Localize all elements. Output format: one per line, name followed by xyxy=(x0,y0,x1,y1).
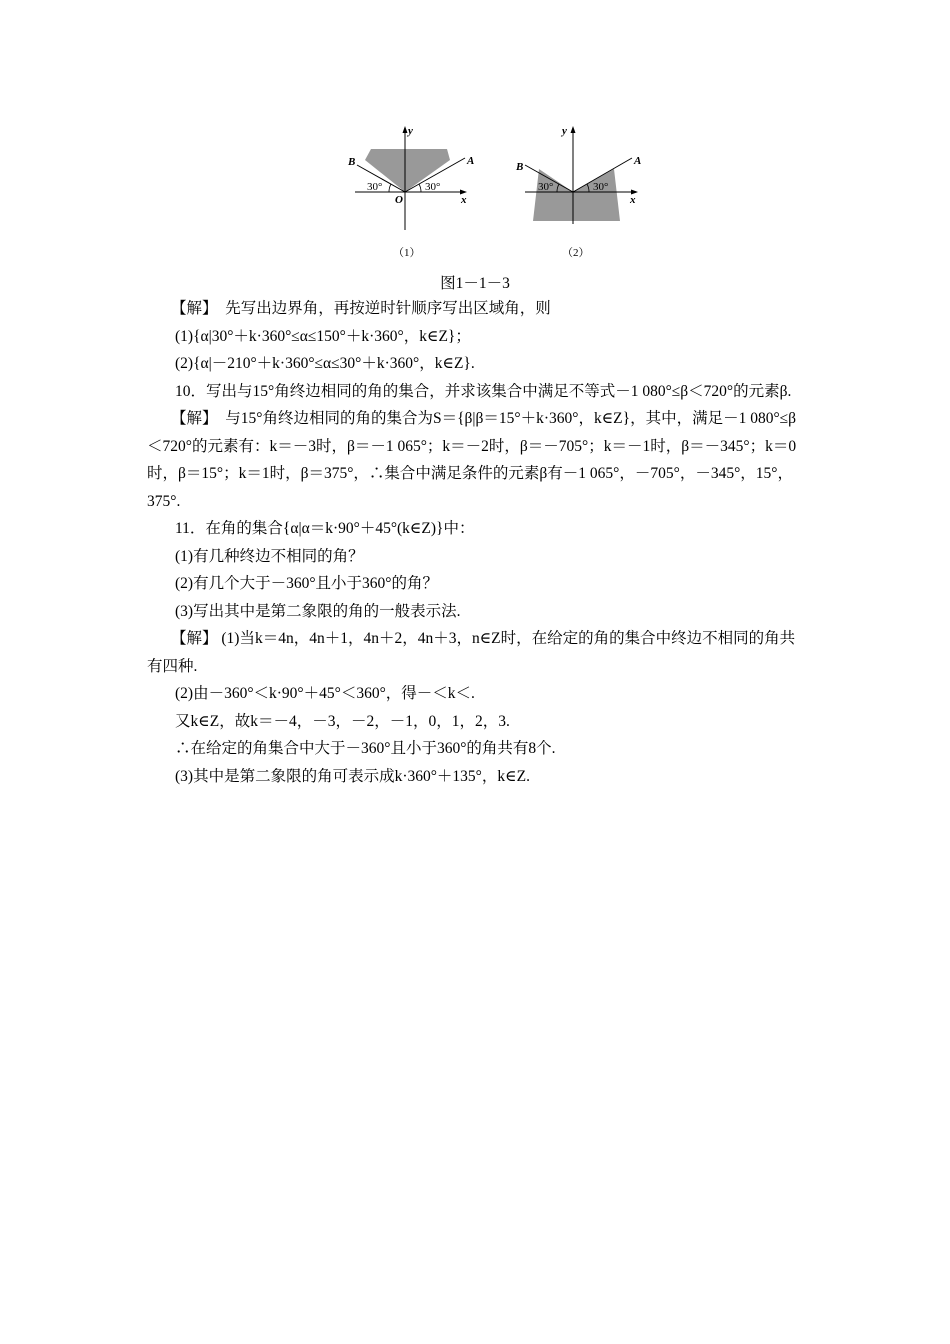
solution-heading-9: 【解】 先写出边界角，再按逆时针顺序写出区域角，则 xyxy=(171,300,551,317)
y-label: y xyxy=(408,125,413,137)
point-b-label: B xyxy=(348,156,356,168)
problem-11-q1: (1)有几种终边不相同的角？ xyxy=(175,547,364,565)
origin-label: O xyxy=(395,194,403,206)
figure-1-diagram xyxy=(335,120,475,265)
solution-11-part2-conclusion: ∴在给定的角集合中大于－360°且小于360°的角共有8个. xyxy=(175,740,556,757)
y-axis-arrow xyxy=(571,126,576,133)
point-a-label: A xyxy=(467,155,475,167)
solution-11-part2: (2)由－360°＜k·90°＋45°＜360°，得－＜k＜. xyxy=(175,685,475,702)
problem-11-q2: (2)有几个大于－360°且小于360°的角？ xyxy=(175,575,438,592)
answer-line-9-1: (1){α|30°＋k·360°≤α≤150°＋k·360°，k∈Z}； xyxy=(175,327,471,345)
solution-10: 【解】 与15°角终边相同的角的集合为S＝{β|β＝15°＋k·360°，k∈Z}，其中，满足－1 080°≤β＜720°的元素有：k＝－3时，β＝－1 065°；k＝－2时，β＝－705°；k＝－1时，β＝－345°；k＝0时，β＝15°；k＝1时，β＝375°，∴集合中满足条件的元素β有－1 065°，－705°，－345°，15°，375°. xyxy=(147,410,797,510)
problem-11: 11．在角的集合{α|α＝k·90°＋45°(k∈Z)}中： xyxy=(175,520,475,537)
answer-line-9-2: (2){α|－210°＋k·360°≤α≤30°＋k·360°，k∈Z}. xyxy=(175,355,475,372)
angle-label-right: 30° xyxy=(593,181,609,193)
angle-arc-left xyxy=(389,184,391,192)
x-label: x xyxy=(461,194,467,206)
angle-label-left: 30° xyxy=(538,181,554,193)
y-axis-arrow xyxy=(403,126,408,133)
problem-11-q3: (3)写出其中是第二象限的角的一般表示法. xyxy=(175,602,461,620)
figure-caption: 图1－1－3 xyxy=(440,275,510,292)
angle-label-left: 30° xyxy=(367,181,383,193)
problem-10: 10．写出与15°角终边相同的角的集合，并求该集合中满足不等式－1 080°≤β＜720°的元素β. xyxy=(175,382,792,400)
point-b-label: B xyxy=(516,161,524,173)
point-a-label: A xyxy=(634,155,642,167)
angle-arc-right xyxy=(419,184,421,192)
solution-11-part2-cont: 又k∈Z，故k＝－4，－3，－2，－1，0，1，2，3. xyxy=(175,712,510,730)
figure-1-1-3 xyxy=(330,120,660,270)
solution-11-part3: (3)其中是第二象限的角可表示成k·360°＋135°，k∈Z. xyxy=(175,767,530,785)
subfigure-label: （1） xyxy=(393,247,421,259)
subfigure-label: （2） xyxy=(562,247,590,259)
figure-2-diagram xyxy=(510,120,650,265)
solution-11-part1: 【解】 (1)当k＝4n，4n＋1，4n＋2，4n＋3，n∈Z时，在给定的角的集合中终边不相同的角共有四种. xyxy=(147,630,796,675)
angle-label-right: 30° xyxy=(425,181,441,193)
x-label: x xyxy=(630,194,636,206)
y-label: y xyxy=(562,125,567,137)
solution-text xyxy=(147,295,807,790)
